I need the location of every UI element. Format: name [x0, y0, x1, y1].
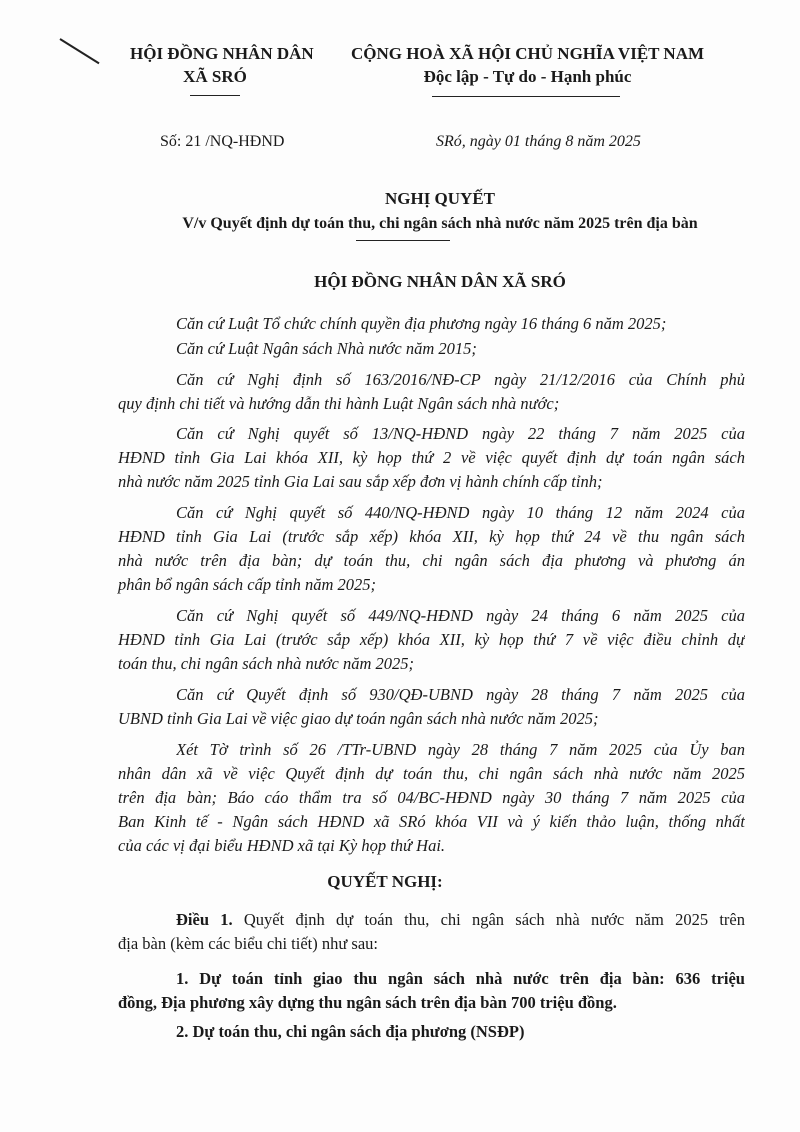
document-title: NGHỊ QUYẾT — [384, 189, 496, 208]
preamble-line: Xét Tờ trình số 26 /TTr-UBND ngày 28 tháng 7 năm 2025 của Ủy ban — [176, 740, 745, 759]
item-1-line: đồng, Địa phương xây dựng thu ngân sách trên địa bàn 700 triệu đồng. — [118, 993, 617, 1012]
preamble-line: HĐND tỉnh Gia Lai (trước sắp xếp) khóa XII, kỳ họp thứ 7 về việc điều chỉnh dự — [118, 630, 745, 649]
preamble-line: HĐND tỉnh Gia Lai (trước sắp xếp) khóa XII, kỳ họp thứ 24 về thu ngân sách — [118, 527, 745, 546]
preamble-line: toán thu, chi ngân sách nhà nước năm 2025; — [118, 654, 414, 673]
preamble-line: Căn cứ Nghị quyết số 13/NQ-HĐND ngày 22 tháng 7 năm 2025 của — [176, 424, 745, 443]
preamble-line: Căn cứ Luật Tổ chức chính quyền địa phương ngày 16 tháng 6 năm 2025; — [176, 314, 667, 333]
header-underline-right — [432, 96, 620, 97]
preamble-line: Ban Kinh tế - Ngân sách HĐND xã SRó khóa VII và ý kiến thảo luận, thống nhất — [118, 812, 745, 831]
issuing-body: HỘI ĐỒNG NHÂN DÂN — [130, 44, 314, 63]
subject-underline — [356, 240, 450, 241]
preamble-line: Căn cứ Nghị quyết số 440/NQ-HĐND ngày 10 tháng 12 năm 2024 của — [176, 503, 745, 522]
preamble-line: nhà nước năm 2025 tỉnh Gia Lai sau sắp xếp đơn vị hành chính cấp tỉnh; — [118, 472, 603, 491]
preamble-line: nhà nước trên địa bàn; dự toán thu, chi ngân sách địa phương và phương án — [118, 551, 745, 570]
resolution-heading: QUYẾT NGHỊ: — [327, 872, 443, 891]
preamble-line: quy định chi tiết và hướng dẫn thi hành Luật Ngân sách nhà nước; — [118, 394, 560, 413]
item-1-line: 1. Dự toán tỉnh giao thu ngân sách nhà nước trên địa bàn: 636 triệu — [176, 969, 745, 988]
preamble-line: UBND tỉnh Gia Lai về việc giao dự toán ngân sách nhà nước năm 2025; — [118, 709, 599, 728]
document-subject: V/v Quyết định dự toán thu, chi ngân sách nhà nước năm 2025 trên địa bàn — [182, 215, 698, 232]
header-underline-left — [190, 95, 240, 96]
issuing-commune: XÃ SRÓ — [183, 67, 247, 86]
article-1-line: địa bàn (kèm các biểu chi tiết) như sau: — [118, 934, 379, 953]
issuer-heading: HỘI ĐỒNG NHÂN DÂN XÃ SRÓ — [314, 272, 566, 291]
preamble-line: Căn cứ Luật Ngân sách Nhà nước năm 2015; — [176, 339, 477, 358]
preamble-line: nhân dân xã về việc Quyết định dự toán thu, chi ngân sách nhà nước năm 2025 — [118, 764, 745, 783]
preamble-line: phân bổ ngân sách cấp tỉnh năm 2025; — [118, 575, 377, 594]
pen-mark — [59, 38, 99, 64]
place-date: SRó, ngày 01 tháng 8 năm 2025 — [436, 133, 641, 150]
preamble-line: của các vị đại biểu HĐND xã tại Kỳ họp thứ Hai. — [118, 836, 446, 855]
nation-title: CỘNG HOÀ XÃ HỘI CHỦ NGHĨA VIỆT NAM — [350, 44, 705, 63]
article-1-line — [176, 910, 745, 930]
preamble-line: Căn cứ Quyết định số 930/QĐ-UBND ngày 28 tháng 7 năm 2025 của — [176, 685, 745, 704]
preamble-line: trên địa bàn; Báo cáo thẩm tra số 04/BC-HĐND ngày 30 tháng 7 năm 2025 của — [118, 788, 745, 807]
preamble-line: Căn cứ Nghị định số 163/2016/NĐ-CP ngày 21/12/2016 của Chính phủ — [176, 370, 745, 389]
preamble-line: HĐND tỉnh Gia Lai khóa XII, kỳ họp thứ 2 về việc quyết định dự toán ngân sách — [118, 448, 745, 467]
preamble-line: Căn cứ Nghị quyết số 449/NQ-HĐND ngày 24 tháng 6 năm 2025 của — [176, 606, 745, 625]
national-motto: Độc lập - Tự do - Hạnh phúc — [423, 67, 632, 86]
article-1-text: Quyết định dự toán thu, chi ngân sách nhà nước năm 2025 trên — [243, 910, 745, 929]
document-number: Số: 21 /NQ-HĐND — [160, 133, 285, 150]
article-1-label: Điều 1. — [176, 910, 233, 929]
item-2-heading: 2. Dự toán thu, chi ngân sách địa phương (NSĐP) — [176, 1022, 525, 1041]
